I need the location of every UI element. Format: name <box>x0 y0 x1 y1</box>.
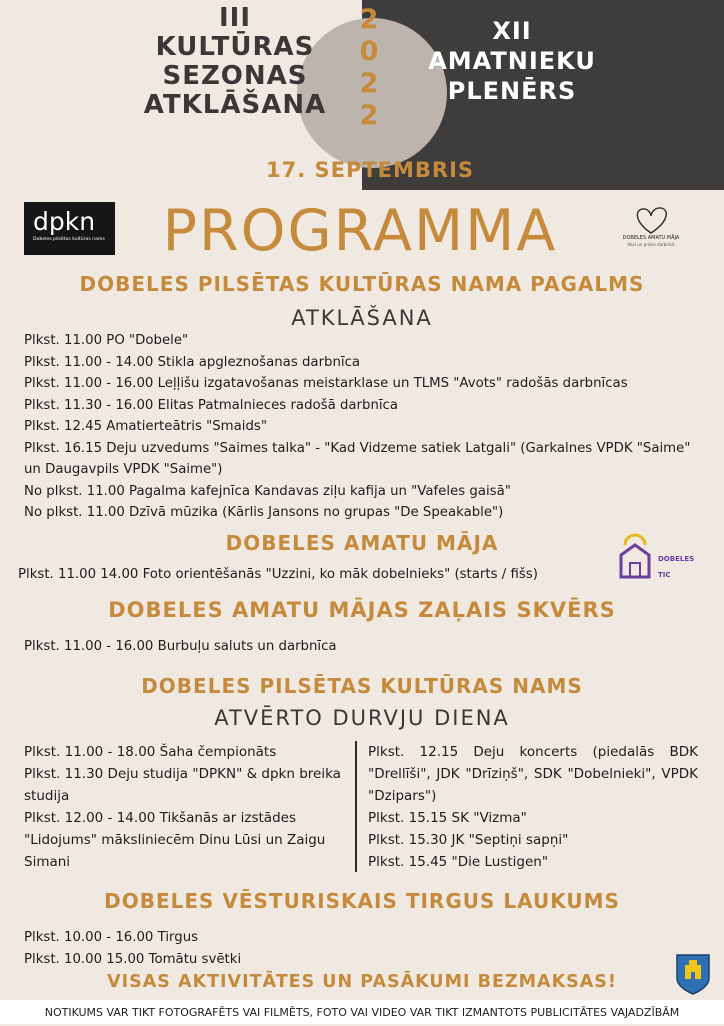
season-opening-title: III KULTŪRAS SEZONAS ATKLĀŠANA <box>143 3 327 120</box>
program-item: Plkst. 11.00 PO "Dobele" <box>24 333 189 348</box>
program-item: Plkst. 10.00 - 16.00 Tirgus <box>24 930 199 945</box>
section-heading-skvers: DOBELES AMATU MĀJAS ZAĻAIS SKVĒRS <box>108 598 616 622</box>
section-subheading-atklasana: ATKLĀŠANA <box>291 306 433 330</box>
program-item: No plkst. 11.00 Pagalma kafejnīca Kandavas ziļu kafija un "Vafeles gaisā" <box>24 483 511 499</box>
program-item: Plkst. 10.00 15.00 Tomātu svētki <box>24 951 242 967</box>
program-item: Plkst. 12.15 Deju koncerts (piedalās BDK "Drellīši", JDK "Drīziņš", SDK "Dobelnieki", VPDK "Dzipars") <box>368 744 698 804</box>
year-vertical: 2 0 2 2 <box>359 4 379 131</box>
program-item: Plkst. 12.00 - 14.00 Tikšanās ar izstādes "Lidojums" māksliniecēm Dinu Lūsi un Zaigu Simani <box>24 810 326 870</box>
event-date: 17. SEPTEMBRIS <box>265 158 475 182</box>
section-heading-kulturas-nams: DOBELES PILSĒTAS KULTŪRAS NAMS <box>141 674 583 698</box>
skvers-program-list <box>24 636 714 658</box>
kultura-left-column <box>24 741 342 873</box>
program-item: Plkst. 15.30 JK "Septiņi sapņi" <box>368 832 569 848</box>
dpkn-logo: dpkn Dobeles pilsētas kultūras nams <box>24 202 115 255</box>
program-item: Plkst. 11.00 - 18.00 Šaha čempionāts <box>24 744 277 760</box>
kultura-right-column <box>368 741 698 873</box>
plener-title: XII AMATNIEKU PLENĒRS <box>428 17 596 105</box>
program-item: Plkst. 12.45 Amatierteātris "Smaids" <box>24 419 267 434</box>
program-item: Plkst. 11.00 - 16.00 Leļļišu izgatavošanas meistarklase un TLMS "Avots" radošās darbnīcas <box>24 376 628 391</box>
tic-logo: DOBELES TIC <box>615 533 695 583</box>
program-item: No plkst. 11.00 Dzīvā mūzika (Kārlis Jansons no grupas "De Speakable") <box>24 505 504 520</box>
program-item: Plkst. 11.00 - 14.00 Stikla apgleznošanas darbnīca <box>24 354 361 370</box>
pagalms-program-list <box>24 330 714 524</box>
footer-notice: NOTIKUMS VAR TIKT FOTOGRAFĒTS VAI FILMĒTS, FOTO VAI VIDEO VAR TIKT IZMANTOTS PUBLICITĀTES VAJADZĪBĀM <box>0 1000 724 1024</box>
program-item: Plkst. 16.15 Deju uzvedums "Saimes talka" - "Kad Vidzeme satiek Latgali" (Garkalnes VPDK "Saime" un Daugavpils VPDK "Saime") <box>24 440 691 477</box>
dobele-crest-icon <box>674 952 712 996</box>
page-title: PROGRAMMA <box>162 198 558 264</box>
program-item: Plkst. 11.30 - 16.00 Elitas Patmalnieces radošā darbnīca <box>24 397 399 413</box>
amatu-maja-logo: DOBELES AMATU MĀJA tikai un prieks darbnīcā <box>616 204 686 254</box>
heart-icon <box>616 204 686 236</box>
program-item: Plkst. 15.45 "Die Lustigen" <box>368 854 549 870</box>
section-heading-pagalms: DOBELES PILSĒTAS KULTŪRAS NAMA PAGALMS <box>79 272 645 296</box>
tic-house-icon <box>615 533 655 581</box>
program-item: Plkst. 11.00 - 16.00 Burbuļu saluts un darbnīca <box>24 639 337 654</box>
program-item: Plkst. 11.00 14.00 Foto orientēšanās "Uzzini, ko māk dobelnieks" (starts / fišs) <box>18 567 538 582</box>
section-heading-amatu-maja: DOBELES AMATU MĀJA <box>225 531 499 555</box>
program-item: Plkst. 15.15 SK "Vizma" <box>368 810 527 826</box>
section-heading-tirgus: DOBELES VĒSTURISKAIS TIRGUS LAUKUMS <box>104 889 620 913</box>
section-subheading-atverto-durvju: ATVĒRTO DURVJU DIENA <box>214 706 510 730</box>
tirgus-program-list <box>24 927 714 970</box>
amatu-maja-program-list <box>18 564 708 586</box>
program-item: Plkst. 11.30 Deju studija "DPKN" & dpkn breika studija <box>24 766 341 804</box>
free-of-charge-note: VISAS AKTIVITĀTES UN PASĀKUMI BEZMAKSAS! <box>107 972 617 992</box>
column-divider <box>355 741 357 872</box>
